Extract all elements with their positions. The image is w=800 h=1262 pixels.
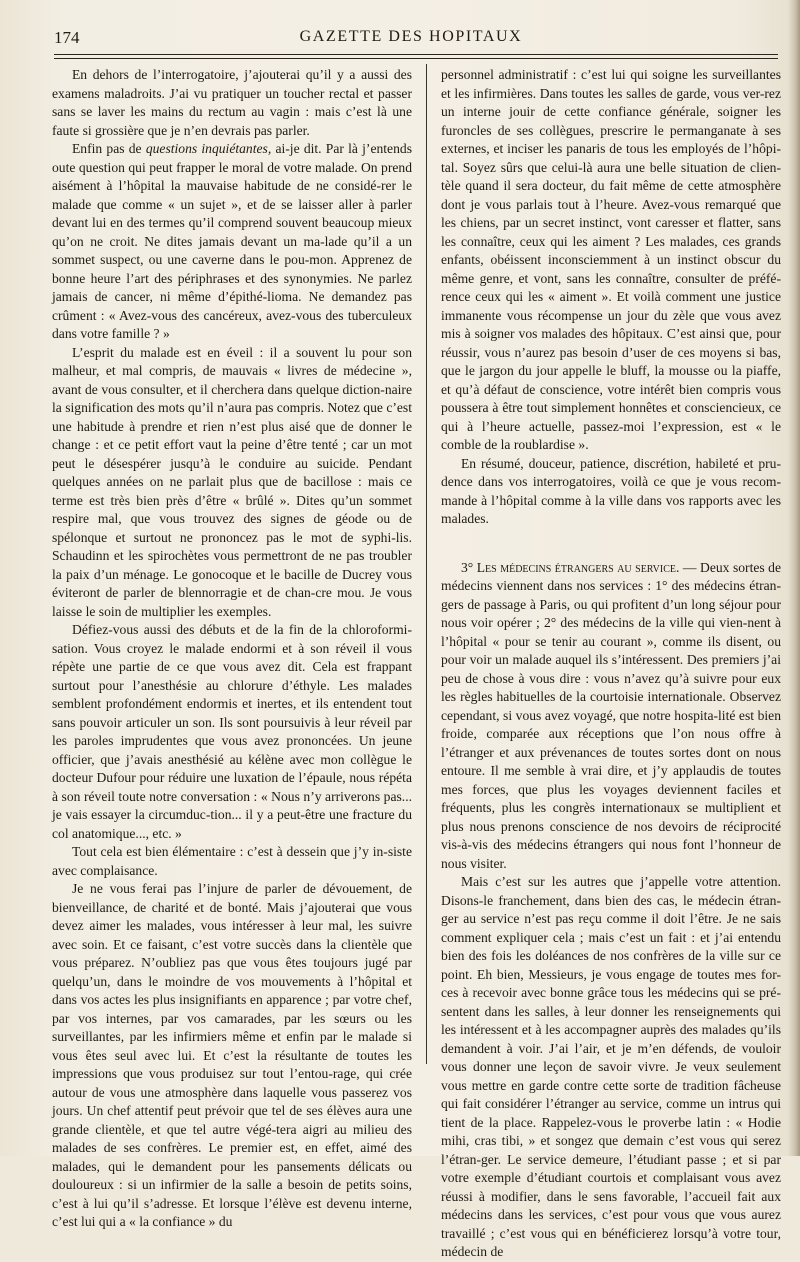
paragraph: Défiez-vous aussi des débuts et de la fin de la chloroformi-sation. Vous croyez le malade endormi et à son réveil il vous répète une partie de ce que vous avez dit. Cela est frappant surtout pour l’anesthésie au chlorure d’éthyle. Les malades semblent profondément endormis et inertes, et ils entendent tout sans pouvoir articuler un son. Ils sont poursuivis à leur réveil par les paroles imprudentes que vous avez prononcées. Un jeune officier, que j’avais anesthésié au kélène avec mon collègue le docteur Dufour pour réduire une luxation de l’épaule, nous répéta à son réveil toute notre conversation : « Nous n’y arriverons pas... je vais essayer la circumduc-tion... il y a peut-être une fracture du col anatomique..., etc. » — [52, 622, 412, 841]
paragraph: L’esprit du malade est en éveil : il a souvent lu pour son malheur, et mal compris, de mauvais « livres de médecine », avant de vous consulter, et il cherchera dans quelque diction-naire la signification des mots qu’il n’aura pas compris. Notez que c’est une habitude à prendre et rien n’est plus aisé que de donner le change : et ce petit effort vaut la peine d’être tenté ; car un mot peut le désespérer jusqu’à le conduire au suicide. Pendant quelques années on ne parlait plus que de bacillose : mais ce terme est très bien près d’être « brûlé ». Dites qu’un sommet respire mal, que vous trouvez des signes de géode ou de spélonque et surtout ne prononcez pas le mot de syphi-lis. Schaudinn et les spirochètes vous permettront de ne pas troubler la paix d’un ménage. Le gonocoque et le bacille de Ducrey vous éviteront de parler de blennorragie et de chan-cre mou. Je vous laisse le soin de multiplier les exemples. — [52, 344, 412, 619]
paragraph-text: ai-je dit. Par là j’entends oute question qui peut frapper le moral de votre malade. On prend aisément à l’hôpital la mauvaise habitude de ne considé-rer le malade que comme « un sujet », et de se laisser aller à parler devant lui en des termes qu’il comprend souvent beaucoup mieux qu’on ne croit. Ne dites jamais devant un ma-lade qu’il a un sommet suspect, ou une caverne dans le pou-mon. Apprenez de bonne heure l’art des périphrases et des synonymies. Ne parlez jamais de cancer, ni même d’épithé-lioma. Ne demandez pas crûment : « Avez-vous des cancéreux, avez-vous des tuberculeux dans votre famille ? » — [52, 141, 412, 341]
paragraph: Je ne vous ferai pas l’injure de parler de dévouement, de bienveillance, de charité et de bonté. Mais j’ajouterai que vous devez aimer les malades, vous intéresser à leur mal, les suivre avec soin. Et ce faisant, c’est votre succès dans la clientèle que vous préparez. N’oubliez pas que vous êtes toujours jugé par quelqu’un, dans le moindre de vos mouvements à l’hôpital et dans vos actes les plus insignifiants en apparence ; par votre chef, par vos internes, par vos camarades, par les sœurs ou les surveillantes, par les infirmiers même et enfin par le malade si vous êtes seul avec lui. Et c’est la résultante de toutes les impressions que vous produisez sur tout l’entou-rage, qui crée autour de vous une atmosphère dans laquelle vous passerez vos jours. Un chef attentif peut prévoir que tel de ses élèves aura une grande clientèle, et que tel autre végé-tera aigri au milieu des malades de ses confrères. Le premier est, en effet, aimé des malades, qui le demandent pour les pansements délicats ou douloureux : si un infirmier de la salle a besoin de petits soins, c’est à lui qu’il s’adresse. Et lorsque l’élève est devenu interne, c’est lui qui a « la confiance » du — [52, 881, 412, 1229]
paragraph — [52, 140, 412, 344]
header-rule-thick — [54, 54, 778, 55]
paragraph-text: — Deux sortes de médecins viennent dans nos services : 1° des médecins étran-gers de passage à Paris, ou qui profitent d’un long séjour pour nous voir opérer ; 2° des médecins de la ville qui vien-nent à l’hôpital « pour se tenir au courant », comme ils disent, ou pour voir un malade auquel ils s’intéressent. Des premiers j’ai peu de chose à vous dire : vous n’avez qu’à suivre pour eux les règles habituelles de la courtoisie internationale. Observez cependant, si vous avez voyagé, que notre hospita-lité est bien froide, comparée aux réceptions que l’on nous offre à l’étranger et aux prévenances de toutes sortes dont on nous entoure. Il me semble à vrai dire, et j’y applaudis de toutes mes forces, que plus les voyages deviennent faciles et fréquents, plus les congrès internationaux se multiplient et plus nous prenons conscience de nos devoirs de réciprocité vis-à-vis des médecins étrangers qui nous font l’honneur de nous visiter. — [441, 559, 781, 871]
page-edge-shadow — [788, 0, 800, 1156]
emphasis: questions inquiétantes, — [145, 141, 272, 156]
paragraph: personnel administratif : c’est lui qui soigne les surveillantes et les infirmières. Dans toutes les salles de garde, vous ver-rez un interne jouir de cette confiance générale, soigner les furoncles de ses collègues, prescrire le permanganate à ses externes, et inciser les panaris de tous les employés de l’hôpi-tal. Soyez sûrs que celui-là aura une belle situation de clien-tèle quand il sera docteur, du fait même de cette atmosphère dont je vous parlais tout à l’heure. Avez-vous remarqué que les chiens, par un secret instinct, vont caresser et flatter, sans les connaître, ceux qui les aiment ? Les malades, ces grands enfants, obéissent inconsciemment à un instinct obscur du même genre, et vont, sans les connaître, consulter de préfé-rence ceux qui les « aiment ». Et voilà comment une justice immanente vous récompense un jour du zèle que vous avez mis à soigner vos malades des hôpitaux. C’est ainsi que, pour réussir, vous n’aurez pas besoin d’user de ces moyens si bas, que le jargon du jour appelle le bluff, la mousse ou la piaffe, et qu’à défaut de conscience, votre intérêt bien compris vous poussera à être tout simplement honnêtes et consciencieux, ce qui à l’heure actuelle, passez-moi l’expression, est « le comble de la roublardise ». — [441, 67, 781, 452]
running-title: GAZETTE DES HOPITAUX — [299, 28, 523, 45]
header-rule-thin — [54, 58, 778, 59]
paragraph: En résumé, douceur, patience, discrétion, habileté et pru-dence dans vos interrogatoires, voilà ce que je vous recom-mande à l’hôpital comme à la ville dans vos rapports avec les malades. — [441, 455, 781, 526]
paragraph: En dehors de l’interrogatoire, j’ajouterai qu’il y a aussi des examens maladroits. J’ai vu pratiquer un toucher rectal et passer sans se laver les mains du rectum au vagin : mais c’est là une faute si grossière que je n’en devrais pas parler. — [52, 67, 412, 138]
section-paragraph — [441, 559, 781, 874]
left-column — [52, 66, 412, 1232]
right-column — [441, 66, 781, 1262]
paragraph: Tout cela est bien élémentaire : c’est à dessein que j’y in-siste avec complaisance. — [52, 844, 412, 878]
page-number: 174 — [54, 28, 80, 47]
paragraph: Mais c’est sur les autres que j’appelle votre attention. Disons-le franchement, dans bien des cas, le médecin étran-ger au service n’est pas reçu comme il doit l’être. Je ne sais comment expliquer cela ; mais c’est un fait : et j’ai entendu bien des fois les doléances de nos confrères de la ville sur ce point. Eh bien, Messieurs, je vous engage de toutes mes for-ces à recevoir avec bonne grâce tous les médecins qui se pré-sentent dans les salles, à leur donner les renseignements qui les intéressent et à les accompagner auprès des malades qu’ils demandent à voir. J’ai l’air, et je m’en défends, de vouloir vous donner une leçon de savoir vivre. Je veux seulement vous mettre en garde contre cette sorte de tradition fâcheuse qui fait considérer l’étranger au service, comme un intrus qui tient de la place. Rappelez-vous le proverbe latin : « Hodie mihi, cras tibi, » et songez que demain c’est vous qui serez l’étran-ger. Le service demeure, l’étudiant passe ; et si par votre exemple d’étudiant courtois et complaisant vous avez réussi à modifier, dans le sens favorable, l’accueil fait aux médecins dans les services, c’est pour vous que vous aurez travaillé ; c’est vous qui en bénéficierez lorsqu’à votre tour, médecin de — [441, 874, 781, 1259]
column-divider — [426, 64, 427, 1064]
section-heading: 3° Les médecins étrangers au service. — [461, 559, 680, 575]
page-header — [54, 26, 768, 50]
paragraph-lead: Enfin pas de — [72, 141, 146, 156]
